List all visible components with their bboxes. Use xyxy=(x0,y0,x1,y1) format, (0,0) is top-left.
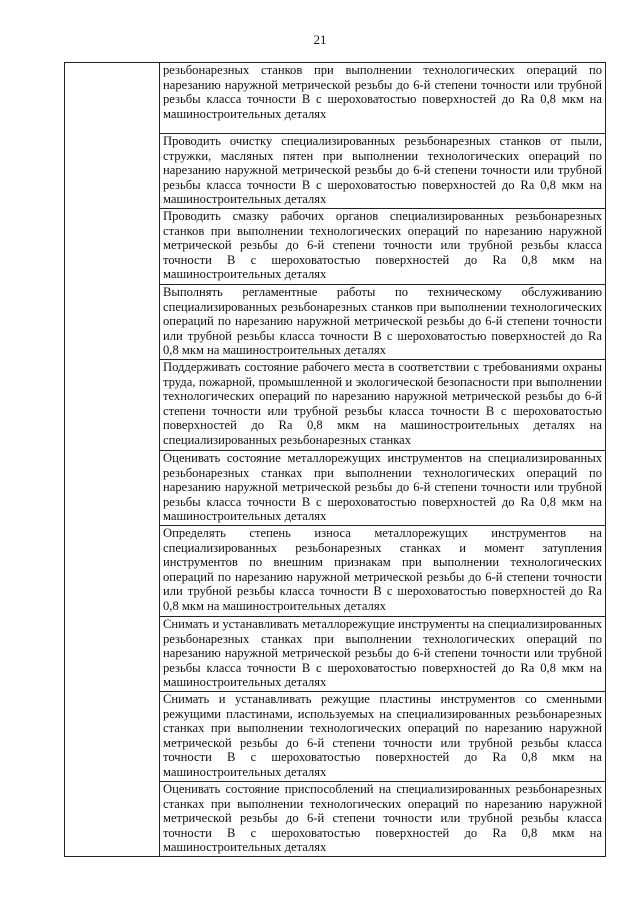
table-cell xyxy=(160,209,606,285)
row-text: Снимать и устанавливать режущие пластины инструментов со сменными режущими пластинами, используемых на специализированных резьбонарезных станках при выполнении технологических операций по нарезанию наружной метрической резьбы до 6-й степени точности или трубной резьбы класса точности В с шероховатостью поверхностей до Ra 0,8 мкм на машиностроительных деталях xyxy=(163,692,602,779)
table-cell xyxy=(160,134,606,209)
requirements-table xyxy=(64,62,606,857)
row-text: Поддерживать состояние рабочего места в соответствии с требованиями охраны труда, пожарной, промышленной и экологической безопасности при выполнении технологических операций по нарезанию наружной метрической резьбы до 6-й степени точности или трубной резьбы класса точности В с шероховатостью поверхностей до Ra 0,8 мкм на машиностроительных деталях на специализированных резьбонарезных станках xyxy=(163,360,602,447)
page-number: 21 xyxy=(313,32,327,47)
table-cell xyxy=(160,285,606,360)
row-text: Выполнять регламентные работы по техническому обслуживанию специализированных резьбонарезных станков при выполнении технологических операций по нарезанию наружной метрической резьбы до 6-й степени точности или трубной резьбы класса точности В с шероховатостью поверхностей до Ra 0,8 мкм на машиностроительных деталях xyxy=(163,285,602,358)
row-text: Снимать и устанавливать металлорежущие инструменты на специализированных резьбонарезных станках при выполнении технологических операций по нарезанию наружной метрической резьбы до 6-й степени точности или трубной резьбы класса точности В с шероховатостью поверхностей до Ra 0,8 мкм на машиностроительных деталях xyxy=(163,617,602,690)
table-cell xyxy=(160,617,606,692)
table-cell xyxy=(160,692,606,782)
row-text: Определять степень износа металлорежущих инструментов на специализированных резьбонарезных станках и момент затупления инструментов по внешним признакам при выполнении технологических операций по нарезанию наружной метрической резьбы до 6-й степени точности или трубной резьбы класса точности В с шероховатостью поверхностей до Ra 0,8 мкм на машиностроительных деталях xyxy=(163,526,602,613)
row-text: резьбонарезных станков при выполнении технологических операций по нарезанию наружной метрической резьбы до 6-й степени точности или трубной резьбы класса точности В с шероховатостью поверхностей до Ra 0,8 мкм на машиностроительных деталях xyxy=(163,63,602,121)
row-text: Оценивать состояние приспособлений на специализированных резьбонарезных станках при выполнении технологических операций по нарезанию наружной метрической резьбы до 6-й степени точности или трубной резьбы класса точности В с шероховатостью поверхностей до Ra 0,8 мкм на машиностроительных деталях xyxy=(163,782,602,855)
table-cell xyxy=(160,526,606,617)
table-cell xyxy=(160,782,606,857)
row-text: Оценивать состояние металлорежущих инструментов на специализированных резьбонарезных станках при выполнении технологических операций по нарезанию наружной метрической резьбы до 6-й степени точности или трубной резьбы класса точности В с шероховатостью поверхностей до Ra 0,8 мкм на машиностроительных деталях xyxy=(163,451,602,524)
table-cell xyxy=(160,63,606,134)
row-text: Проводить очистку специализированных резьбонарезных станков от пыли, стружки, масляных пятен при выполнении технологических операций по нарезанию наружной метрической резьбы до 6-й степени точности или трубной резьбы класса точности В с шероховатостью поверхностей до Ra 0,8 мкм на машиностроительных деталях xyxy=(163,134,602,207)
row-text: Проводить смазку рабочих органов специализированных резьбонарезных станков при выполнении технологических операций по нарезанию наружной метрической резьбы до 6-й степени точности или трубной резьбы класса точности В с шероховатостью поверхностей до Ra 0,8 мкм на машиностроительных деталях xyxy=(163,209,602,282)
table-row xyxy=(65,63,606,134)
table-cell xyxy=(160,360,606,451)
table-cell xyxy=(160,451,606,526)
left-column-cell xyxy=(65,63,160,857)
